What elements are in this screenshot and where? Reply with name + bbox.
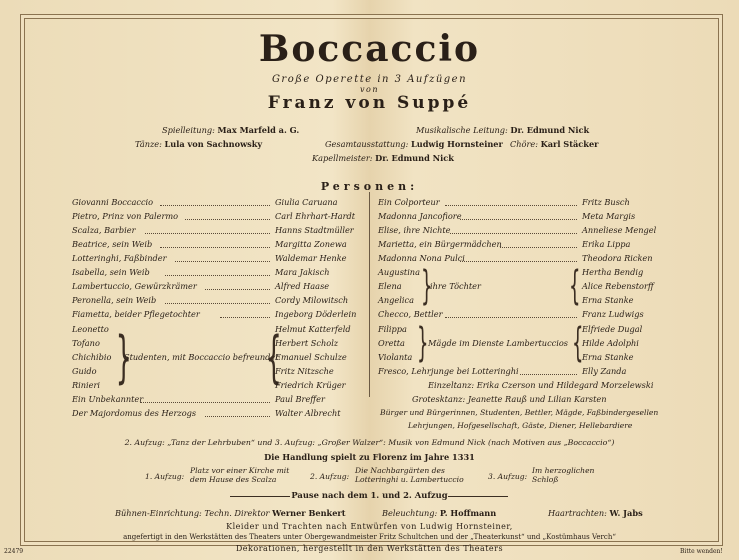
musik-line: Musikalische Leitung: Dr. Edmund Nick: [416, 125, 590, 135]
act-3-desc: Im herzoglichen Schloß: [532, 466, 595, 484]
grotesktanz-line: Grotesktanz: Jeanette Rauß und Lilian Karsten: [412, 394, 607, 404]
actor-left-5: Mara Jakisch: [275, 267, 330, 277]
leader-dots: [460, 219, 577, 220]
leader-dots: [165, 303, 270, 304]
kapellmeister-line: Kapellmeister: Dr. Edmund Nick: [312, 153, 454, 163]
daughter-actor-0: Hertha Bendig: [582, 267, 644, 277]
role-left-8: Fiametta, beider Pflegetochter: [72, 309, 200, 319]
maid-actor-2: Erna Stanke: [582, 352, 634, 362]
actor-right-mid: Franz Ludwigs: [582, 309, 644, 319]
actor-left-2: Hanns Stadtmüller: [275, 225, 354, 235]
dances-note: 2. Aufzug: „Tanz der Lehrbuben“ und 3. Aufzug: „Großer Walzer“: Musik von Edmund Nick (nach Motiven aus „Boccaccio“): [124, 438, 615, 447]
maid-actor-1: Hilde Adolphi: [582, 338, 639, 348]
subtitle: Große Operette in 3 Aufzügen: [271, 74, 468, 85]
student-name-0: Leonetto: [72, 324, 109, 334]
daughter-name-1: Elena: [378, 281, 402, 291]
actor-left-4: Waldemar Henke: [275, 253, 347, 263]
role-left-5: Isabella, sein Weib: [72, 267, 150, 277]
role-right-end: Fresco, Lehrjunge bei Lotteringhi: [378, 366, 519, 376]
column-divider: [369, 192, 370, 397]
ausstattung-line: Gesamtausstattung: Ludwig Hornsteiner: [325, 139, 503, 149]
leader-dots: [205, 289, 270, 290]
role-left-end-1: Der Majordomus des Herzogs: [72, 408, 197, 418]
personen-heading: Personen:: [320, 180, 419, 193]
leader-dots: [145, 233, 270, 234]
actor-left-6: Alfred Haase: [275, 281, 330, 291]
role-left-6: Lambertuccio, Gewürzkrämer: [72, 281, 197, 291]
daughter-actor-2: Erna Stanke: [582, 295, 634, 305]
leader-dots: [140, 402, 270, 403]
von-text: von: [360, 85, 379, 94]
role-right-mid: Checco, Bettler: [378, 309, 443, 319]
role-left-end-0: Ein Unbekannter: [72, 394, 144, 404]
footer-line-1: Kleider und Trachten nach Entwürfen von Ludwig Hornsteiner,: [226, 522, 513, 531]
role-left-4: Lotteringhi, Faßbinder: [72, 253, 167, 263]
print-number: 22479: [4, 548, 24, 555]
leader-dots: [450, 233, 577, 234]
role-right-0: Ein Colporteur: [378, 197, 440, 207]
actor-left-0: Giulia Caruana: [275, 197, 338, 207]
footer-line-2: angefertigt in den Werkstätten des Theaters unter Obergewandmeister Fritz Schultchen und der „Theaterkunst“ und „Kostümhaus Verch“: [123, 533, 616, 541]
maid-name-1: Oretta: [378, 338, 405, 348]
students-label: Studenten, mit Boccaccio befreundet: [124, 352, 279, 362]
pause-line: Pause nach dem 1. und 2. Aufzug: [291, 490, 448, 500]
leader-dots: [160, 205, 270, 206]
leader-dots: [500, 247, 577, 248]
brace-right: {: [571, 320, 584, 366]
student-actor-4: Friedrich Krüger: [275, 380, 346, 390]
student-name-1: Tofano: [72, 338, 100, 348]
student-name-2: Chichibio: [72, 352, 112, 362]
role-left-1: Pietro, Prinz von Palermo: [72, 211, 179, 221]
brace-right: {: [568, 263, 581, 309]
role-right-1: Madonna Jancofiore: [378, 211, 462, 221]
role-left-2: Scalza, Barbier: [72, 225, 136, 235]
role-right-2: Elise, ihre Nichte: [378, 225, 451, 235]
role-left-0: Giovanni Boccaccio: [72, 197, 154, 207]
role-left-3: Beatrice, sein Weib: [72, 239, 153, 249]
actor-left-7: Cordy Milowitsch: [275, 295, 349, 305]
act-1-desc: Platz vor einer Kirche mit dem Hause des Scalza: [190, 466, 290, 484]
brace-left: }: [416, 320, 429, 366]
role-left-7: Peronella, sein Weib: [72, 295, 157, 305]
daughter-name-2: Angelica: [378, 295, 414, 305]
taenze-line: Tänze: Lula von Sachnowsky: [135, 139, 263, 149]
setting-line: Die Handlung spielt zu Florenz im Jahre 1331: [264, 452, 475, 462]
student-actor-0: Helmut Katterfeld: [275, 324, 351, 334]
brace-right: {: [265, 325, 282, 390]
maid-actor-0: Elfriede Dugal: [582, 324, 643, 334]
composer-name: Franz von Suppé: [267, 93, 472, 113]
actor-right-1: Meta Margis: [582, 211, 636, 221]
brace-left: }: [115, 325, 132, 390]
actor-left-3: Margitta Zonewa: [275, 239, 347, 249]
leader-dots: [220, 317, 270, 318]
haartrachten-line: Haartrachten: W. Jabs: [548, 508, 643, 518]
act-2-desc: Die Nachbargärten des Lotteringhi u. Lambertuccio: [355, 466, 464, 484]
buehne-line: Bühnen-Einrichtung: Techn. Direktor Werner Benkert: [115, 508, 346, 518]
maid-name-0: Filippa: [378, 324, 407, 334]
leader-dots: [520, 374, 577, 375]
leader-dots: [175, 261, 270, 262]
student-actor-3: Fritz Nitzsche: [275, 366, 334, 376]
role-right-4: Madonna Nona Pulci: [378, 253, 465, 263]
turn-page-note: Bitte wenden!: [680, 548, 723, 555]
actor-right-4: Theodora Ricken: [582, 253, 653, 263]
actor-right-0: Fritz Busch: [582, 197, 630, 207]
chorus-line-1: Bürger und Bürgerinnen, Studenten, Bettler, Mägde, Faßbindergesellen: [380, 408, 659, 417]
leader-dots: [160, 247, 270, 248]
actor-left-end-0: Paul Breffer: [275, 394, 325, 404]
student-name-3: Guido: [72, 366, 97, 376]
leader-dots: [445, 317, 577, 318]
page-title: Boccaccio: [258, 28, 481, 70]
act-3-label: 3. Aufzug:: [488, 472, 528, 481]
actor-left-end-1: Walter Albrecht: [275, 408, 341, 418]
maid-name-2: Violanta: [378, 352, 413, 362]
student-actor-2: Emanuel Schulze: [275, 352, 347, 362]
brace-left: }: [420, 263, 433, 309]
actor-left-8: Ingeborg Döderlein: [275, 309, 357, 319]
actor-right-3: Erika Lippa: [582, 239, 631, 249]
act-2-label: 2. Aufzug:: [310, 472, 350, 481]
act-1-label: 1. Aufzug:: [145, 472, 185, 481]
student-actor-1: Herbert Scholz: [275, 338, 339, 348]
actor-left-1: Carl Ehrhart-Hardt: [275, 211, 356, 221]
leader-dots: [205, 416, 270, 417]
maids-label: Mägde im Dienste Lambertuccios: [428, 338, 568, 348]
pause-rule-right: [448, 496, 508, 497]
actor-right-end: Elly Zanda: [582, 366, 627, 376]
student-name-4: Rinieri: [72, 380, 101, 390]
beleuchtung-line: Beleuchtung: P. Hoffmann: [382, 508, 497, 518]
footer-line-3: Dekorationen, hergestellt in den Werkstätten des Theaters: [235, 544, 504, 553]
leader-dots: [185, 219, 270, 220]
leader-dots: [165, 275, 270, 276]
daughter-name-0: Augustina: [378, 267, 420, 277]
role-right-3: Marietta, ein Bürgermädchen: [378, 239, 502, 249]
spielleitung-line: Spielleitung: Max Marfeld a. G.: [162, 125, 300, 135]
daughter-actor-1: Alice Rebenstorff: [582, 281, 654, 291]
leader-dots: [445, 205, 577, 206]
actor-right-2: Anneliese Mengel: [582, 225, 657, 235]
choere-line: Chöre: Karl Stäcker: [510, 139, 599, 149]
chorus-line-2: Lehrjungen, Hofgesellschaft, Gäste, Diener, Hellebardiere: [408, 421, 633, 430]
einzeltanz-line: Einzeltanz: Erika Czerson und Hildegard Morzelewski: [428, 380, 654, 390]
leader-dots: [460, 261, 577, 262]
daughters-label: ihre Töchter: [430, 281, 481, 291]
